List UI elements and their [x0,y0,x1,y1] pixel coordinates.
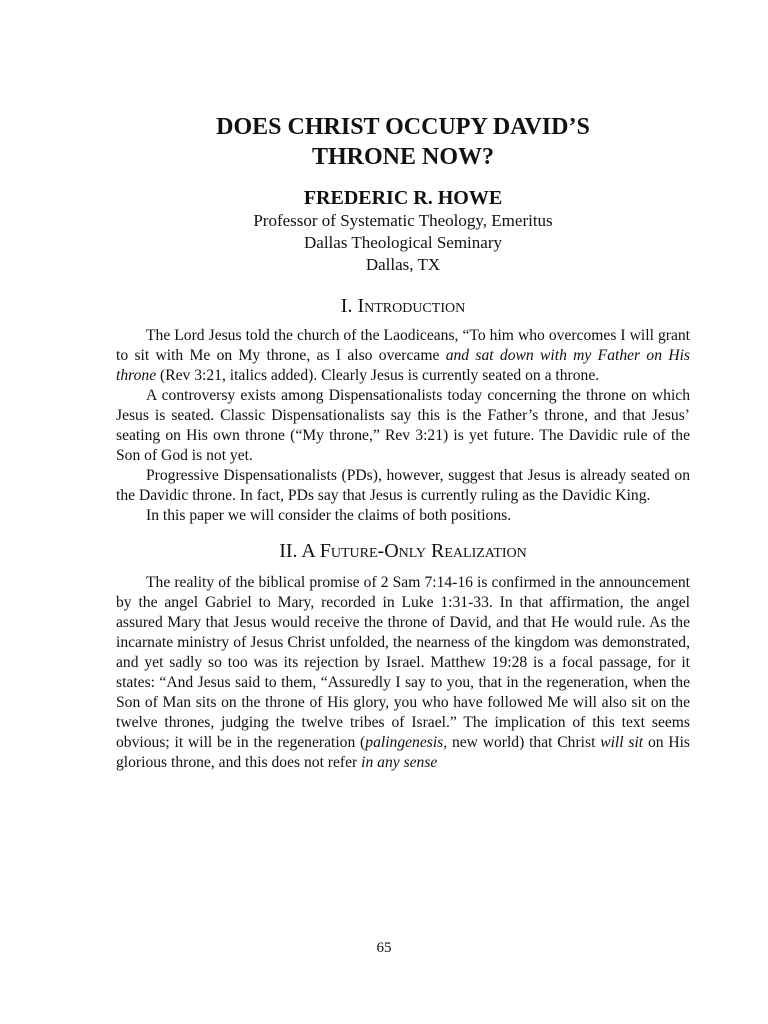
paragraph-text: (Rev 3:21, italics added). Clearly Jesus is currently seated on a throne. [156,367,600,384]
section-heading-future-only: II. A Future-Only Realization [279,540,527,562]
italic-text: palingenesis, [365,734,448,751]
paragraph-text: The reality of the biblical promise of 2 Sam 7:14-16 is confirmed in the announcement by the angel Gabriel to Mary, recorded in Luke 1:31-33. In that affirmation, the angel assured Mary that Jesus would receive the throne of David, and that He would rule. As the incarnate ministry of Jesus Christ unfolded, the nearness of the kingdom was demonstrated, and yet sadly so too was its rejection by Israel. Matthew 19:28 is a focal passage, for it states: “And Jesus said to them, “Assuredly I say to you, that in the regeneration, when the Son of Man sits on the throne of His glory, you who have followed Me will also sit on the twelve thrones, judging the twelve tribes of Israel.” The implication of this text seems obvious; it will be in the regeneration ( [116,574,690,751]
title-line-1: DOES CHRIST OCCUPY DAVID’S [216,114,590,140]
paragraph-text: Progressive Dispensationalists (PDs), however, suggest that Jesus is already seated on the Davidic throne. In fact, PDs say that Jesus is currently ruling as the Davidic King. [116,467,690,504]
affiliation-line: Dallas Theological Seminary [304,233,502,252]
author-affiliation [116,210,690,276]
body-paragraph [116,466,690,506]
italic-text: in any sense [361,754,438,771]
paragraph-text: The Lord Jesus told the church of the Laodiceans, “To him who overcomes I will grant to sit with Me on My throne, as I also overcame [116,327,690,364]
title-line-2: THRONE NOW? [311,144,494,170]
article-title [116,112,690,172]
body-paragraph [116,386,690,466]
article-column [116,112,690,773]
italic-text: and sat down with my Father on His throne [116,347,690,384]
author-name: FREDERIC R. HOWE [303,187,503,209]
page-number: 65 [376,940,392,956]
body-paragraph [116,573,690,773]
affiliation-line: Professor of Systematic Theology, Emeritus [253,211,553,230]
paragraph-text: In this paper we will consider the claims of both positions. [146,507,512,524]
body-paragraph [116,326,690,386]
section-body-future-only [116,573,690,773]
section-body-introduction [116,326,690,526]
affiliation-line: Dallas, TX [365,255,441,274]
body-paragraph [116,506,690,526]
paragraph-text: A controversy exists among Dispensationalists today concerning the throne on which Jesus is seated. Classic Dispensationalists say this is the Father’s throne, and that Jesus’ seating on His own throne (“My throne,” Rev 3:21) is yet future. The Davidic rule of the Son of God is not yet. [116,387,690,464]
section-heading-introduction: I. Introduction [340,295,466,317]
paragraph-text: on His glorious throne, and this does not refer [116,734,690,771]
paragraph-text: new world) that Christ [447,734,601,751]
italic-text: will sit [600,734,644,751]
